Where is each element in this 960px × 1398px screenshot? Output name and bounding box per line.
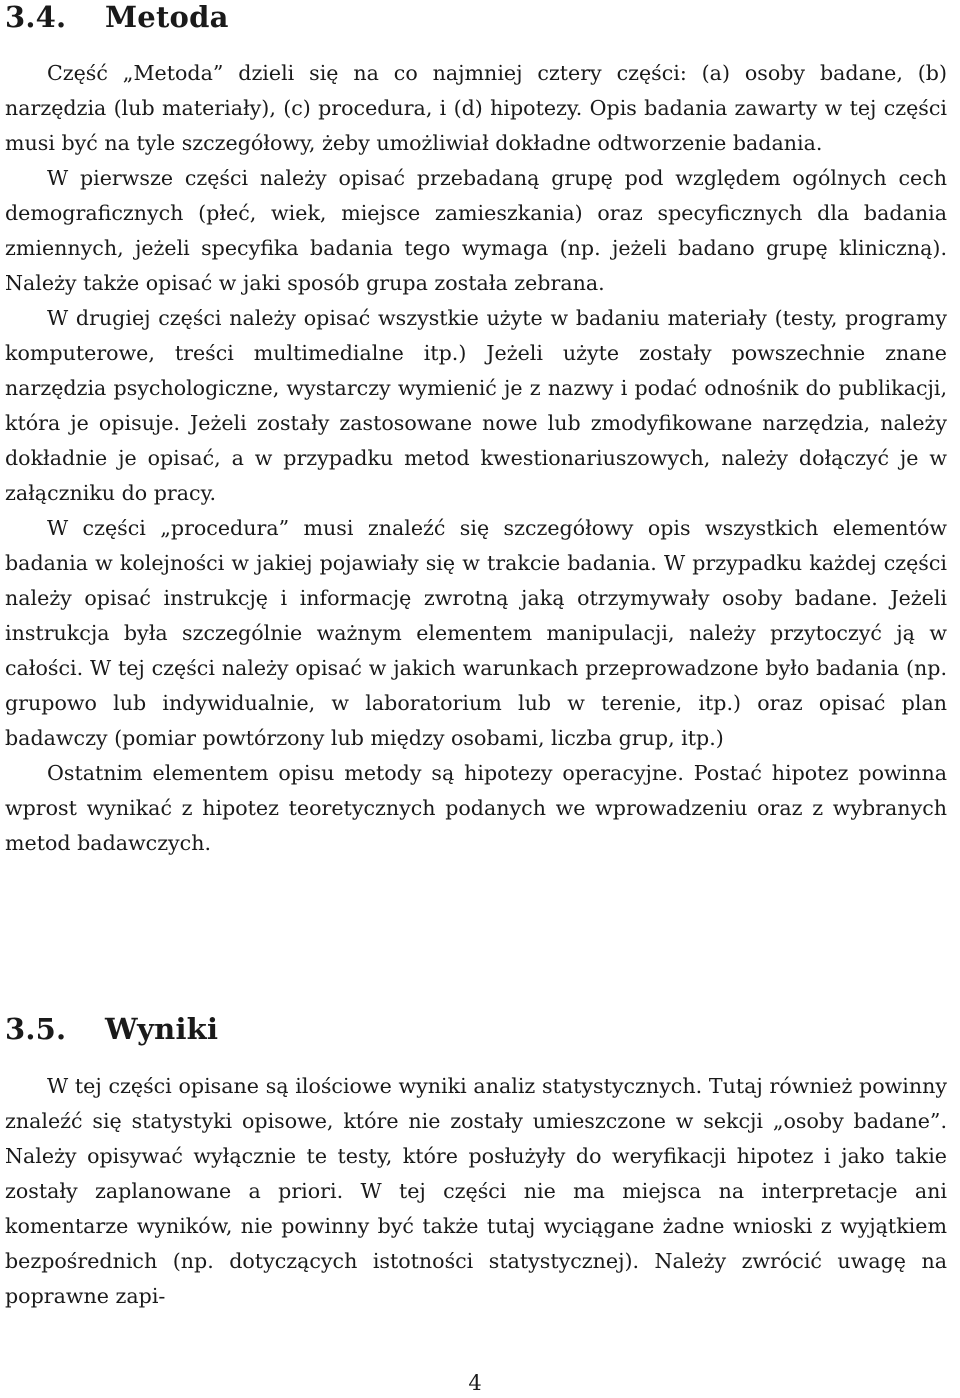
section-number: 3.4. (5, 0, 67, 34)
paragraph: W części „procedura” musi znaleźć się szczegółowy opis wszystkich elementów badania w kolejności w jakiej pojawiały się w trakcie badania. W przypadku każdej części należy opisać instrukcję i informację zwrotną jaką otrzymywały osoby badane. Jeżeli instrukcja była szczególnie ważnym elementem manipulacji, należy przytoczyć ją w całości. W tej części należy opisać w jakich warunkach przeprowadzone było badania (np. grupowo lub indywidualnie, w laboratorium lub w terenie, itp.) oraz opisać plan badawczy (pomiar powtórzony lub między osobami, liczba grup, itp.) (5, 516, 947, 750)
paragraph: W tej części opisane są ilościowe wyniki analiz statystycznych. Tutaj również powinny znaleźć się statystyki opisowe, które nie zostały umieszczone w sekcji „osoby badane”. Należy opisywać wyłącznie te testy, które posłużyły do weryfikacji hipotez i jako takie zostały zaplanowane a priori. W tej części nie ma miejsca na interpretacje ani komentarze wyników, nie powinny być także tutaj wyciągane żadne wnioski z wyjątkiem bezpośrednich (np. dotyczących istotności statystycznej). Należy zwrócić uwagę na poprawne zapi- (5, 1074, 947, 1308)
section-title: Metoda (105, 0, 229, 34)
paragraph: Część „Metoda” dzieli się na co najmniej cztery części: (a) osoby badane, (b) narzędzia (lub materiały), (c) procedura, i (d) hipotezy. Opis badania zawarty w tej części musi być na tyle szczegółowy, żeby umożliwiał dokładne odtworzenie badania. (5, 61, 947, 155)
section-number: 3.5. (5, 1012, 67, 1046)
paragraph: Ostatnim elementem opisu metody są hipotezy operacyjne. Postać hipotez powinna wprost wynikać z hipotez teoretycznych podanych we wprowadzeniu oraz z wybranych metod badawczych. (5, 761, 947, 855)
section-heading-wyniki (5, 1012, 218, 1046)
page-number: 4 (468, 1371, 482, 1395)
paragraph: W drugiej części należy opisać wszystkie użyte w badaniu materiały (testy, programy komputerowe, treści multimedialne itp.) Jeżeli użyte zostały powszechnie znane narzędzia psychologiczne, wystarczy wymienić je z nazwy i podać odnośnik do publikacji, która je opisuje. Jeżeli zostały zastosowane nowe lub zmodyfikowane narzędzia, należy dokładnie je opisać, a w przypadku metod kwestionariuszowych, należy dołączyć je w załączniku do pracy. (5, 306, 947, 505)
section-body-wyniki (5, 1069, 947, 1314)
paragraph: W pierwsze części należy opisać przebadaną grupę pod względem ogólnych cech demograficznych (płeć, wiek, miejsce zamieszkania) oraz specyficznych dla badania zmiennych, jeżeli specyfika badania tego wymaga (np. jeżeli badano grupę kliniczną). Należy także opisać w jaki sposób grupa została zebrana. (5, 166, 947, 295)
section-title: Wyniki (105, 1012, 219, 1046)
section-heading-metoda (5, 0, 229, 34)
section-body-metoda (5, 56, 947, 861)
